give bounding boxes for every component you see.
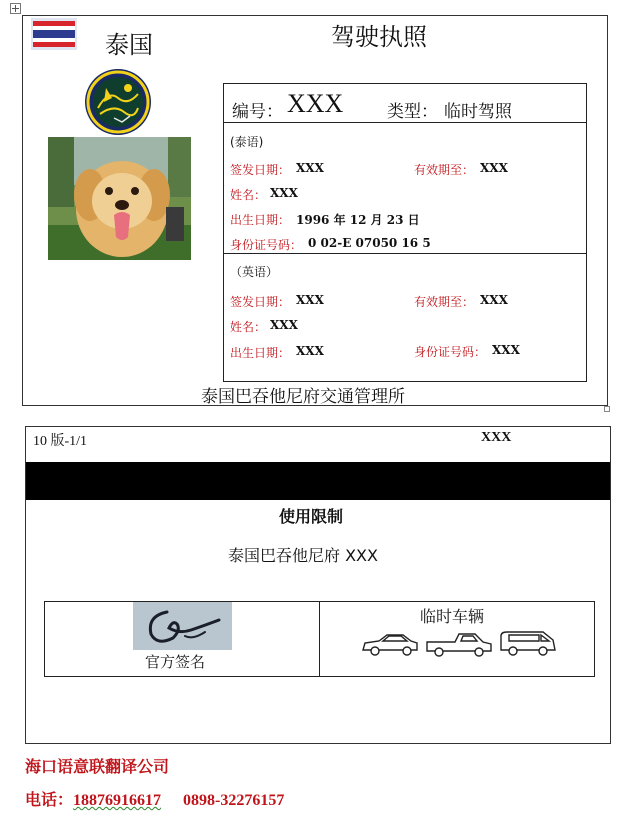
type-value: 临时驾照	[444, 102, 512, 122]
name-label: 姓名：	[230, 320, 267, 334]
move-handle-icon[interactable]	[10, 3, 21, 14]
pickup-truck-icon	[427, 634, 491, 656]
number-type-row	[224, 84, 586, 123]
emblem-seal-icon	[84, 68, 152, 136]
vehicle-types-icon	[361, 630, 561, 658]
document-title: 驾驶执照	[331, 23, 427, 51]
id-number-value: 0 02-E 07050 16 5	[308, 236, 431, 250]
magnetic-stripe	[26, 462, 610, 500]
issue-date-value: XXX	[296, 293, 324, 307]
signature-vehicle-table	[44, 601, 595, 677]
expiry-date-value: XXX	[480, 161, 508, 175]
expiry-date-label: 有效期至：	[414, 163, 475, 177]
van-icon	[501, 632, 555, 655]
translation-company-name: 海口语意联翻译公司	[25, 759, 170, 776]
birth-date-label: 出生日期：	[230, 346, 291, 360]
phone-label: 电话：	[25, 792, 74, 809]
vehicle-label: 临时车辆	[420, 607, 485, 626]
sedan-icon	[363, 635, 417, 655]
phone-landline: 0898-32276157	[183, 792, 285, 809]
thai-language-section	[224, 123, 586, 254]
expiry-date-label: 有效期至：	[414, 295, 475, 309]
phone-mobile: 18876916617	[73, 792, 162, 809]
name-value: XXX	[270, 318, 298, 332]
number-label: 编号：	[232, 102, 283, 122]
expiry-date-value: XXX	[480, 293, 508, 307]
issue-date-value: XXX	[296, 161, 324, 175]
id-number-value: XXX	[492, 343, 520, 357]
number-value: XXX	[287, 89, 344, 118]
signature-label: 官方签名	[145, 653, 206, 671]
restriction-text: 泰国巴吞他尼府 XXX	[228, 546, 378, 565]
country-name: 泰国	[105, 31, 153, 59]
holder-photo	[48, 137, 191, 260]
name-label: 姓名：	[230, 188, 267, 202]
birth-date-value: XXX	[296, 344, 324, 358]
thailand-flag-icon	[31, 18, 77, 50]
type-label: 类型：	[387, 102, 438, 122]
id-number-label: 身份证号码：	[230, 238, 303, 252]
name-value: XXX	[270, 186, 298, 200]
birth-date-value: 1996 年 12 月 23 日	[296, 213, 420, 227]
issuing-authority: 泰国巴吞他尼府交通管理所	[201, 387, 405, 407]
license-info-panel	[223, 83, 587, 382]
restriction-title: 使用限制	[279, 507, 344, 526]
issue-date-label: 签发日期：	[230, 163, 291, 177]
section-heading-thai: (泰语)	[230, 135, 264, 149]
birth-date-label: 出生日期：	[230, 213, 291, 227]
license-back-card	[25, 426, 611, 744]
section-heading-english: （英语）	[230, 265, 279, 279]
license-front-card	[22, 15, 608, 406]
back-code: XXX	[481, 430, 512, 445]
issue-date-label: 签发日期：	[230, 295, 291, 309]
resize-handle-icon[interactable]	[604, 406, 610, 412]
english-language-section	[224, 254, 586, 381]
contact-phone	[25, 787, 284, 810]
version-text: 10 版-1/1	[33, 434, 88, 449]
id-number-label: 身份证号码：	[414, 345, 487, 359]
official-signature-image	[133, 602, 232, 650]
table-divider	[319, 602, 320, 676]
